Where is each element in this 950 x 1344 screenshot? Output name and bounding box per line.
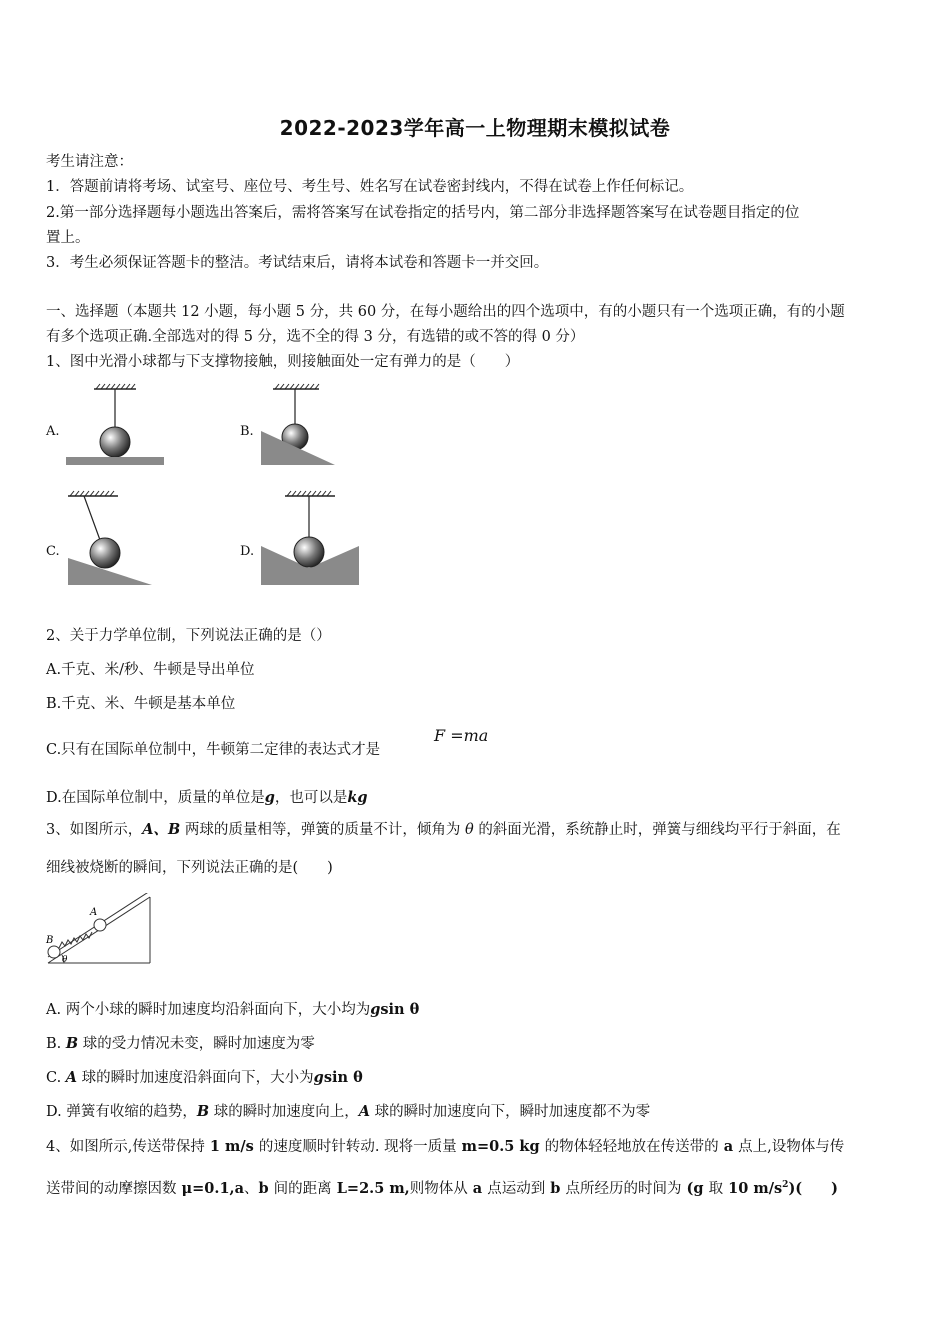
- q3-option-b: [46, 1034, 908, 1054]
- q4-l2-b: 、: [243, 1180, 259, 1197]
- q4-l2-sup: 2: [782, 1180, 789, 1190]
- q3-option-c-ball: A: [65, 1069, 78, 1086]
- q3-option-a-sin: sin θ: [380, 1001, 420, 1018]
- notice-heading: 考生请注意：: [46, 154, 133, 170]
- q3-option-c-sin: sin θ: [323, 1069, 363, 1086]
- q2-option-d-kg: kg: [347, 789, 368, 806]
- q4-l1-c: 的物体轻轻地放在传送带的: [544, 1139, 719, 1155]
- section-heading-line2: 有多个选项正确.全部选对的得 5 分，选不全的得 3 分，有选错的或不答的得 0 分）: [46, 329, 585, 345]
- q3-option-d-ball-b: B: [196, 1103, 210, 1120]
- q4-l2-h: 取: [708, 1180, 724, 1197]
- q3-option-d-end: 球的瞬时加速度向下，瞬时加速度都不为零: [369, 1104, 651, 1120]
- q4-stem-line1: [46, 1137, 908, 1157]
- q4-l2-bp: b: [258, 1179, 274, 1197]
- q2-option-d-g: g: [264, 789, 275, 806]
- q4-l2-end: )( ): [788, 1179, 839, 1197]
- q4-l2-f: 点所经历的时间为: [565, 1180, 682, 1197]
- q4-l1-b: 的速度顺时针转动. 现将一质量: [258, 1139, 457, 1155]
- q3-stem-theta: θ: [460, 822, 479, 838]
- q3-option-c-text: 球的瞬时加速度沿斜面向下，大小为: [77, 1070, 314, 1086]
- q3-option-b-text: 球的受力情况未变，瞬时加速度为零: [78, 1036, 315, 1052]
- q3-stem-c: 的斜面光滑，系统静止时，弹簧与细线均平行于斜面，在: [478, 822, 841, 838]
- q3-option-a-g: g: [370, 1001, 381, 1018]
- notice-item-1: 1．答题前请将考场、试室号、座位号、考生号、姓名写在试卷密封线内，不得在试卷上作任何标记。: [46, 179, 694, 195]
- q1-option-d-label: D.: [240, 544, 255, 559]
- q3-option-c-g: g: [313, 1069, 324, 1086]
- page-title: 2022-2023学年高一上物理期末模拟试卷: [279, 116, 671, 140]
- q1-figure-a: [60, 383, 170, 468]
- q3-fig-label-a: A: [90, 907, 98, 918]
- q3-option-c: [46, 1068, 908, 1088]
- q2-option-c-formula: F =ma: [434, 726, 489, 745]
- q3-stem-a: 3、如图所示，: [46, 822, 143, 838]
- q1-option-a-label: A.: [46, 424, 60, 439]
- q4-stem-line2: [46, 1175, 908, 1199]
- q3-fig-label-b: B: [46, 935, 54, 946]
- q2-option-d: [46, 788, 908, 808]
- q1-stem: 1、图中光滑小球都与下支撑物接触，则接触面处一定有弹力的是（ ）: [46, 354, 520, 370]
- q3-stem-b: 两球的质量相等，弹簧的质量不计，倾角为: [180, 822, 461, 838]
- q3-option-a: [46, 1000, 908, 1020]
- q3-option-d: [46, 1102, 908, 1122]
- q2-option-d-mid: ，也可以是: [274, 790, 348, 806]
- q3-option-c-pre: C.: [46, 1070, 66, 1086]
- q4-l2-a2: a: [467, 1179, 488, 1197]
- q3-option-d-pre: D. 弹簧有收缩的趋势，: [46, 1104, 197, 1120]
- q2-option-a: A.千克、米/秒、牛顿是导出单位: [46, 662, 255, 678]
- q1-option-b-label: B.: [240, 424, 254, 439]
- q1-figure-b: [255, 383, 345, 468]
- q3-option-a-text: A. 两个小球的瞬时加速度均沿斜面向下，大小均为: [46, 1002, 371, 1018]
- q4-l1-m: m=0.5 kg: [456, 1138, 545, 1155]
- q1-option-c-label: C.: [46, 544, 60, 559]
- q3-stem-line1: [46, 820, 908, 840]
- q3-option-b-ball: B: [65, 1035, 79, 1052]
- q4-l2-L: L=2.5 m,: [331, 1179, 410, 1197]
- q4-l2-mu: μ=0.1,a: [176, 1179, 244, 1197]
- q4-l2-e: 点运动到: [487, 1180, 546, 1197]
- q3-incline-figure: [44, 893, 156, 969]
- q4-l1-a: 4、如图所示,传送带保持: [46, 1139, 205, 1155]
- q1-figure-d: [255, 490, 365, 590]
- q2-stem: 2、关于力学单位制，下列说法正确的是（）: [46, 628, 331, 644]
- q3-stem-ab: A、B: [142, 821, 181, 838]
- q3-fig-label-theta: θ: [62, 955, 68, 965]
- section-heading-line1: 一、选择题（本题共 12 小题，每小题 5 分，共 60 分，在每小题给出的四个选项中，有的小题只有一个选项正确，有的小题: [46, 304, 845, 320]
- q1-figure-c: [60, 490, 160, 590]
- q4-l2-b2: b: [545, 1179, 566, 1197]
- q2-option-d-pre: D.在国际单位制中，质量的单位是: [46, 790, 265, 806]
- q4-l1-pa: a: [718, 1138, 739, 1155]
- notice-item-2-cont: 置上。: [46, 230, 90, 246]
- q4-l2-c: 间的距离: [273, 1180, 332, 1197]
- q4-l2-g: (g: [681, 1179, 709, 1197]
- q3-option-d-mid: 球的瞬时加速度向上，: [209, 1104, 359, 1120]
- notice-item-2: 2.第一部分选择题每小题选出答案后，需将答案写在试卷指定的括号内，第二部分非选择题答案写在试卷题目指定的位: [46, 205, 800, 221]
- q2-option-b: B.千克、米、牛顿是基本单位: [46, 696, 236, 712]
- q4-l1-d: 点上,设物体与传: [738, 1139, 845, 1155]
- q4-l2-a: 送带间的动摩擦因数: [46, 1180, 177, 1197]
- q2-option-c: C.只有在国际单位制中，牛顿第二定律的表达式才是: [46, 742, 381, 758]
- q4-l2-unit: 10 m/s: [723, 1179, 783, 1197]
- notice-item-3: 3．考生必须保证答题卡的整洁。考试结束后，请将本试卷和答题卡一并交回。: [46, 255, 549, 271]
- q4-l1-v: 1 m/s: [204, 1138, 259, 1155]
- q3-option-d-ball-a: A: [358, 1103, 370, 1120]
- q3-stem-line2: 细线被烧断的瞬间，下列说法正确的是( ): [46, 860, 333, 876]
- q4-l2-d: 则物体从: [409, 1180, 468, 1197]
- q3-option-b-pre: B.: [46, 1036, 66, 1052]
